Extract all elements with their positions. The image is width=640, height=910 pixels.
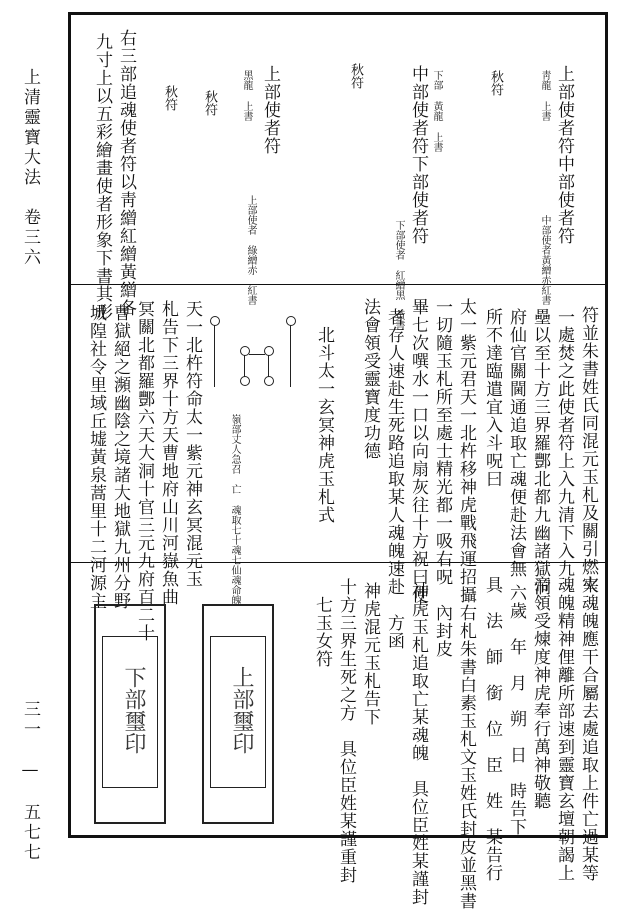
talisman-circle xyxy=(210,316,220,326)
talisman-line xyxy=(290,325,291,387)
talisman-circle xyxy=(240,376,250,386)
annotation: 中部使者黃繒赤紅書 xyxy=(539,215,550,305)
text-column: 畢七次噀水一口以向扇灰往十方祝曰使 xyxy=(408,298,428,604)
talisman-circle xyxy=(264,346,274,356)
annotation: 靑龍 上書 xyxy=(539,70,550,121)
annotation: 黑龍 上書 xyxy=(241,70,252,121)
annotation: 下部使者 紅繒黑 黃書 xyxy=(393,220,404,330)
talisman-diagram xyxy=(204,310,308,410)
talisman-circle xyxy=(264,376,274,386)
seal-label: 上部璽印 xyxy=(229,666,254,754)
talisman-line xyxy=(214,325,215,387)
text-column: 宰魂魄應干合屬去處追取上件亡過某等 xyxy=(578,576,598,882)
text-column: 方函 xyxy=(384,614,404,650)
text-column: 神虎混元玉札告下 xyxy=(360,582,380,726)
seal-label: 下部璽印 xyxy=(121,666,146,754)
section-proclamation xyxy=(70,564,606,910)
text-column: 冥關北都羅酆六天大洞十官三元九府百二十 xyxy=(134,300,154,642)
book-title: 上清靈寶大法 卷三六 xyxy=(20,68,40,268)
text-column: 右三部追魂使者符以靑繒紅繒黃繒各 xyxy=(116,29,136,317)
talisman-line xyxy=(249,354,265,355)
text-column: 內封皮 xyxy=(432,604,452,658)
text-column: 上部使者符 xyxy=(554,65,574,155)
text-column: 札告下三界十方天曹地府山川河嶽魚曲 xyxy=(158,300,178,606)
text-column: 神虎玉札追取亡某魂魄 具位臣姓某謹封 xyxy=(408,582,428,906)
page-number: 三一 — 五七七 xyxy=(20,700,40,863)
talisman-label: 秋符 xyxy=(348,63,363,89)
text-column: 太一紫元君天一北杵移神虎戰飛運招攝 xyxy=(456,298,476,604)
section-heading: 北斗太一玄冥神虎玉札式 xyxy=(314,326,334,524)
text-column: 符並朱書姓氏同混元玉札及關引燃火 xyxy=(578,306,598,594)
text-column: 六歲 年 月 朔 日 時告下 xyxy=(506,584,526,836)
text-column: 所不達臨遣宜入斗呪曰 xyxy=(482,308,502,488)
talisman-text: 嶺部丈人急召 亡 魂取七十魂七仙魂命魄 xyxy=(229,414,240,605)
text-column: 右札朱書白素玉札文玉姓氏封皮並黑書 xyxy=(456,604,476,910)
text-column: 一切隨玉札所至處士精光都一吸右呪 xyxy=(432,298,452,586)
text-column: 府仙官關閫通追取亡魂便赴法會無 xyxy=(506,308,526,578)
text-column: 帝領受煉度神虎奉行萬神敬聽 xyxy=(530,576,550,810)
section-divider-1 xyxy=(68,284,608,285)
text-column: 下部使者符 xyxy=(408,155,428,245)
text-column: 七玉女符 xyxy=(312,596,332,668)
text-column: 魂魄精神俚離所部速到靈寶玄壇朝謁上 xyxy=(554,576,574,882)
talisman-label: 秋符 xyxy=(488,70,503,96)
text-column: 壘以至十方三界羅酆北都九幽諸獄洞 xyxy=(530,308,550,596)
talisman-line xyxy=(268,355,269,377)
text-column: 中部使者符 xyxy=(408,65,428,155)
talisman-line xyxy=(244,355,245,377)
section-talisman-list xyxy=(70,15,606,330)
text-column: 曹獄絕之瀕幽陰之境諸大地獄九州分野 xyxy=(110,304,130,610)
text-column: 天一北杵符命太一紫元神玄冥混元玉 xyxy=(182,300,202,588)
text-column: 城隍社令里域丘墟黃泉蒿里十二河源主 xyxy=(86,304,106,610)
annotation: 下部 黃龍 上書 xyxy=(431,70,442,152)
talisman-label: 秋符 xyxy=(202,90,217,116)
text-column: 法會領受靈寶度功德 xyxy=(360,298,380,460)
text-column: 九寸上以五彩繪畫使者形象下書其形 xyxy=(92,33,112,321)
seal-stamp-left xyxy=(94,604,166,824)
text-column: 上部使者符 xyxy=(260,65,280,155)
text-column: 中部使者符 xyxy=(554,155,574,245)
text-column: 十方三界生死之方 具位臣姓某謹重封 xyxy=(336,578,356,884)
talisman-circle xyxy=(286,316,296,326)
text-column: 一處焚之此使者符上入九清下入九 xyxy=(554,308,574,578)
seal-stamp-right xyxy=(202,604,274,824)
text-column: 者存人速赴生死路追取某人魂魄速赴 xyxy=(384,308,404,596)
text-column: 具 法 師 銜 位 臣 姓 某告行 xyxy=(482,576,502,882)
annotation: 上部使者 綠繒赤 紅書 xyxy=(245,195,256,305)
talisman-label: 秋符 xyxy=(162,85,177,111)
